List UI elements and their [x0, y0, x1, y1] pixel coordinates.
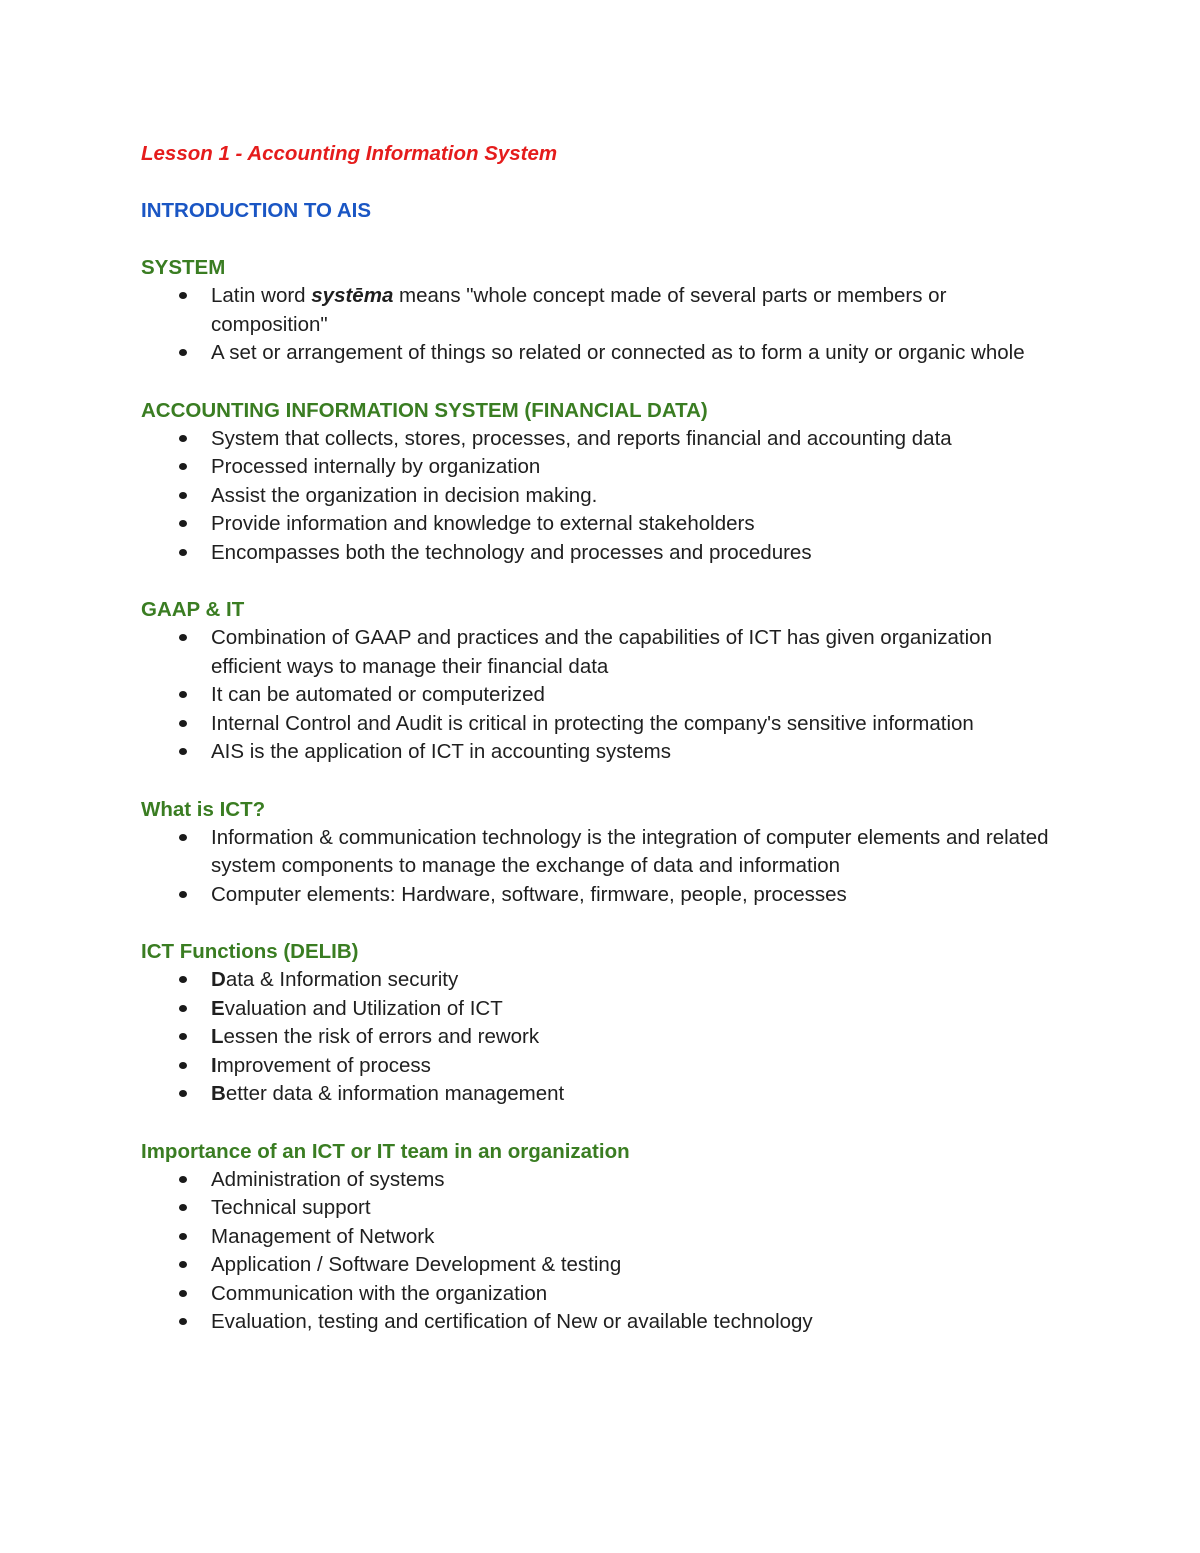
list-item-text: A set or arrangement of things so related or connected as to form a unity or organic whole	[211, 341, 1025, 364]
list-item-text: Communication with the organization	[211, 1281, 548, 1305]
section-heading-what-is-ict: What is ICT?	[141, 797, 266, 821]
bullet-list-system	[141, 282, 1060, 368]
list-item	[211, 453, 1060, 482]
bullet-icon	[179, 691, 187, 698]
acronym-letter: E	[211, 996, 225, 1020]
latin-term: systēma	[311, 284, 394, 307]
bullet-icon	[179, 720, 187, 727]
list-item-text: ata & Information security	[225, 968, 459, 991]
list-item-text: Management of Network	[211, 1224, 435, 1248]
section-heading-ais: ACCOUNTING INFORMATION SYSTEM (FINANCIAL DATA)	[141, 398, 708, 422]
section-system	[141, 254, 1060, 368]
bullet-icon	[179, 634, 187, 641]
list-item-text: Application / Software Development & testing	[211, 1253, 622, 1276]
bullet-icon	[179, 891, 187, 898]
bullet-icon	[179, 1090, 187, 1097]
list-item-text: It can be automated or computerized	[211, 683, 545, 706]
document-subtitle: INTRODUCTION TO AIS	[141, 199, 372, 222]
bullet-icon	[179, 834, 187, 841]
list-item	[211, 995, 1060, 1024]
list-item-text: Encompasses both the technology and processes and procedures	[211, 540, 812, 564]
list-item	[211, 824, 1060, 881]
list-item	[211, 339, 1060, 368]
list-item-text: Assist the organization in decision making.	[211, 483, 598, 507]
bullet-list-ict-functions	[141, 966, 1060, 1109]
section-importance-ict-team	[141, 1138, 1060, 1337]
list-item	[211, 1080, 1060, 1109]
list-item-text: System that collects, stores, processes, and reports financial and accounting data	[211, 426, 952, 450]
list-item-text: Internal Control and Audit is critical in protecting the company's sensitive information	[211, 711, 974, 735]
list-item-text-prefix: Latin word	[211, 284, 312, 307]
list-item-text-suffix: means "whole concept made of several parts or members or composition"	[211, 284, 947, 336]
list-item-text: Processed internally by organization	[211, 455, 541, 478]
section-heading-system: SYSTEM	[141, 256, 226, 279]
list-item	[211, 1280, 1060, 1309]
bullet-icon	[179, 435, 187, 442]
list-item	[211, 681, 1060, 710]
bullet-icon	[179, 1005, 187, 1012]
section-heading-ict-functions: ICT Functions (DELIB)	[141, 940, 359, 963]
list-item	[211, 1023, 1060, 1052]
document-title: Lesson 1 - Accounting Information System	[141, 142, 558, 165]
list-item	[211, 1308, 1060, 1337]
bullet-icon	[179, 1176, 187, 1183]
acronym-letter: B	[211, 1082, 226, 1105]
acronym-letter: D	[211, 968, 226, 991]
bullet-icon	[179, 292, 187, 299]
bullet-icon	[179, 1290, 187, 1297]
list-item-text: Provide information and knowledge to external stakeholders	[211, 512, 755, 535]
list-item	[211, 624, 1060, 681]
list-item-text: etter data & information management	[225, 1082, 565, 1105]
bullet-icon	[179, 976, 187, 983]
list-item-text: Combination of GAAP and practices and the capabilities of ICT has given organization efficient ways to manage their financial data	[211, 626, 992, 678]
bullet-list-gaap-it	[141, 624, 1060, 767]
bullet-icon	[179, 1062, 187, 1069]
list-item-text: AIS is the application of ICT in accounting systems	[211, 740, 671, 763]
bullet-icon	[179, 1033, 187, 1040]
list-item	[211, 738, 1060, 767]
bullet-icon	[179, 549, 187, 556]
section-heading-gaap-it: GAAP & IT	[141, 598, 245, 621]
list-item-text: valuation and Utilization of ICT	[224, 996, 503, 1020]
bullet-icon	[179, 1261, 187, 1268]
bullet-icon	[179, 349, 187, 356]
list-item	[211, 1251, 1060, 1280]
section-ict-functions	[141, 938, 1060, 1109]
section-heading-importance: Importance of an ICT or IT team in an organization	[141, 1139, 630, 1163]
list-item	[211, 282, 1060, 339]
list-item-text: Administration of systems	[211, 1167, 445, 1191]
list-item-text: essen the risk of errors and rework	[223, 1025, 540, 1048]
section-what-is-ict	[141, 796, 1060, 910]
acronym-letter: L	[211, 1025, 224, 1048]
list-item-text: Information & communication technology is the integration of computer elements and related system components to manage the exchange of data and information	[211, 825, 1049, 877]
section-gaap-it	[141, 596, 1060, 767]
list-item-text: mprovement of process	[216, 1053, 431, 1077]
list-item	[211, 710, 1060, 739]
list-item	[211, 881, 1060, 910]
bullet-icon	[179, 520, 187, 527]
acronym-letter: I	[211, 1053, 217, 1077]
list-item	[211, 966, 1060, 995]
bullet-list-ais	[141, 425, 1060, 568]
section-ais	[141, 397, 1060, 568]
list-item	[211, 1223, 1060, 1252]
bullet-icon	[179, 1233, 187, 1240]
list-item	[211, 1194, 1060, 1223]
list-item-text: Computer elements: Hardware, software, firmware, people, processes	[211, 882, 847, 906]
bullet-list-what-is-ict	[141, 824, 1060, 910]
bullet-icon	[179, 492, 187, 499]
bullet-icon	[179, 463, 187, 470]
bullet-list-importance	[141, 1166, 1060, 1337]
list-item-text: Evaluation, testing and certification of New or available technology	[211, 1310, 813, 1333]
bullet-icon	[179, 748, 187, 755]
list-item	[211, 1166, 1060, 1195]
list-item	[211, 1052, 1060, 1081]
bullet-icon	[179, 1318, 187, 1325]
list-item	[211, 425, 1060, 454]
list-item	[211, 510, 1060, 539]
list-item-text: Technical support	[211, 1196, 371, 1219]
list-item	[211, 482, 1060, 511]
list-item	[211, 539, 1060, 568]
bullet-icon	[179, 1204, 187, 1211]
